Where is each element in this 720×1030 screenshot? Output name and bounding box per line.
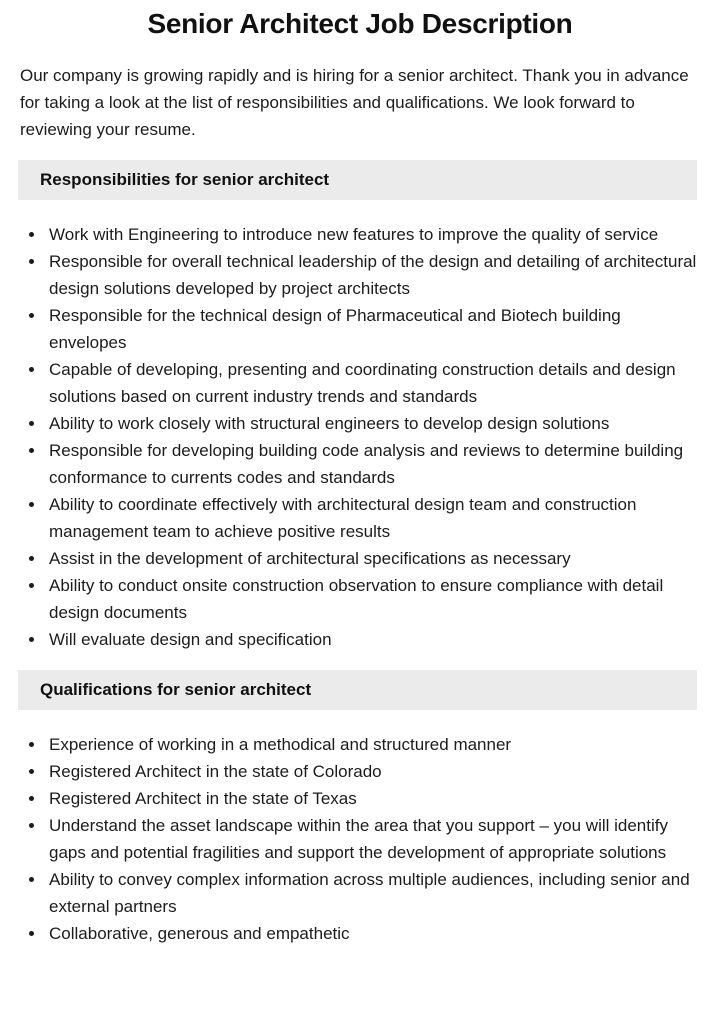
qualifications-heading: Qualifications for senior architect	[18, 670, 697, 710]
list-item: • Ability to conduct onsite construction observation to ensure compliance with detail design documents	[46, 572, 700, 626]
qualifications-section	[0, 670, 720, 947]
list-item: • Collaborative, generous and empathetic	[46, 920, 700, 947]
intro-paragraph: Our company is growing rapidly and is hiring for a senior architect. Thank you in advance for taking a look at the list of responsibilities and qualifications. We look forward to reviewing your resume.	[20, 66, 689, 139]
list-item: • Responsible for developing building code analysis and reviews to determine building conformance to currents codes and standards	[46, 437, 700, 491]
list-item: • Experience of working in a methodical and structured manner	[46, 731, 700, 758]
list-item: • Responsible for overall technical leadership of the design and detailing of architectural design solutions developed by project architects	[46, 248, 700, 302]
list-item: • Registered Architect in the state of Colorado	[46, 758, 700, 785]
list-item: • Ability to convey complex information across multiple audiences, including senior and external partners	[46, 866, 700, 920]
list-item: • Responsible for the technical design of Pharmaceutical and Biotech building envelopes	[46, 302, 700, 356]
list-item: • Registered Architect in the state of Texas	[46, 785, 700, 812]
list-item: • Capable of developing, presenting and coordinating construction details and design solutions based on current industry trends and standards	[46, 356, 700, 410]
list-item: • Ability to work closely with structural engineers to develop design solutions	[46, 410, 700, 437]
list-item: • Will evaluate design and specification	[46, 626, 700, 653]
responsibilities-section	[0, 160, 720, 653]
list-item: • Ability to coordinate effectively with architectural design team and construction management team to achieve positive results	[46, 491, 700, 545]
responsibilities-list	[20, 221, 700, 653]
responsibilities-heading: Responsibilities for senior architect	[18, 160, 697, 200]
list-item: • Understand the asset landscape within the area that you support – you will identify gaps and potential fragilities and support the development of appropriate solutions	[46, 812, 700, 866]
qualifications-list	[20, 731, 700, 947]
page-title: Senior Architect Job Description	[147, 8, 573, 39]
list-item: • Assist in the development of architectural specifications as necessary	[46, 545, 700, 572]
list-item: • Work with Engineering to introduce new features to improve the quality of service	[46, 221, 700, 248]
